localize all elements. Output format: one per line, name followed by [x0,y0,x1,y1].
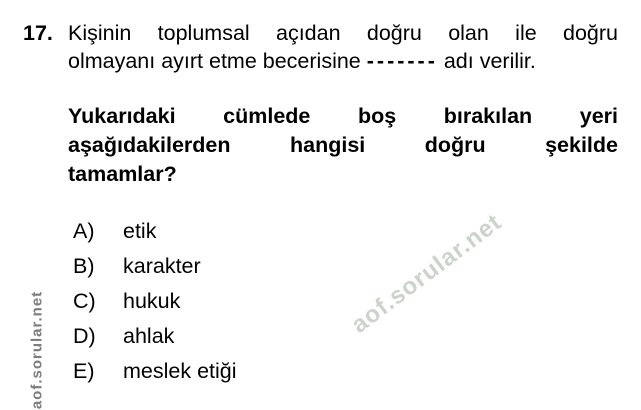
option-row-c [68,284,618,319]
option-text-d: ahlak [123,324,175,348]
option-letter-b: B) [73,254,95,278]
option-row-a [68,214,618,249]
option-text-b: karakter [123,254,201,278]
option-letter-a: A) [73,219,95,243]
option-text-a: etik [123,219,157,243]
statement-line-2 [68,47,618,75]
option-letter-d: D) [73,324,96,348]
question-number: 17. [23,21,53,45]
diagonal-watermark: aof.sorular.net [346,208,507,339]
option-row-d [68,319,618,354]
statement-line-2-pre: olmayanı ayırt etme becerisine [68,49,367,73]
question-body [68,19,618,389]
prompt-line-2: aşağıdakilerden hangisi doğru şekilde [68,133,618,157]
vertical-watermark: aof.sorular.net [28,290,46,410]
option-row-b [68,249,618,284]
option-text-e: meslek etiği [123,359,237,383]
prompt-line-1: Yukarıdaki cümlede boş bırakılan yeri [68,104,618,128]
statement-line-2-post: adı verilir. [437,49,536,73]
option-row-e [68,354,618,389]
statement-line-1: Kişinin toplumsal açıdan doğru olan ile doğru [68,21,618,45]
options-list [68,214,618,389]
blank-placeholder: ------- [366,49,438,73]
option-text-c: hukuk [123,289,181,313]
prompt-line-3: tamamlar? [68,162,177,186]
option-letter-c: C) [73,289,96,313]
option-letter-e: E) [73,359,95,383]
question-statement [68,19,618,75]
question-prompt [68,102,618,189]
